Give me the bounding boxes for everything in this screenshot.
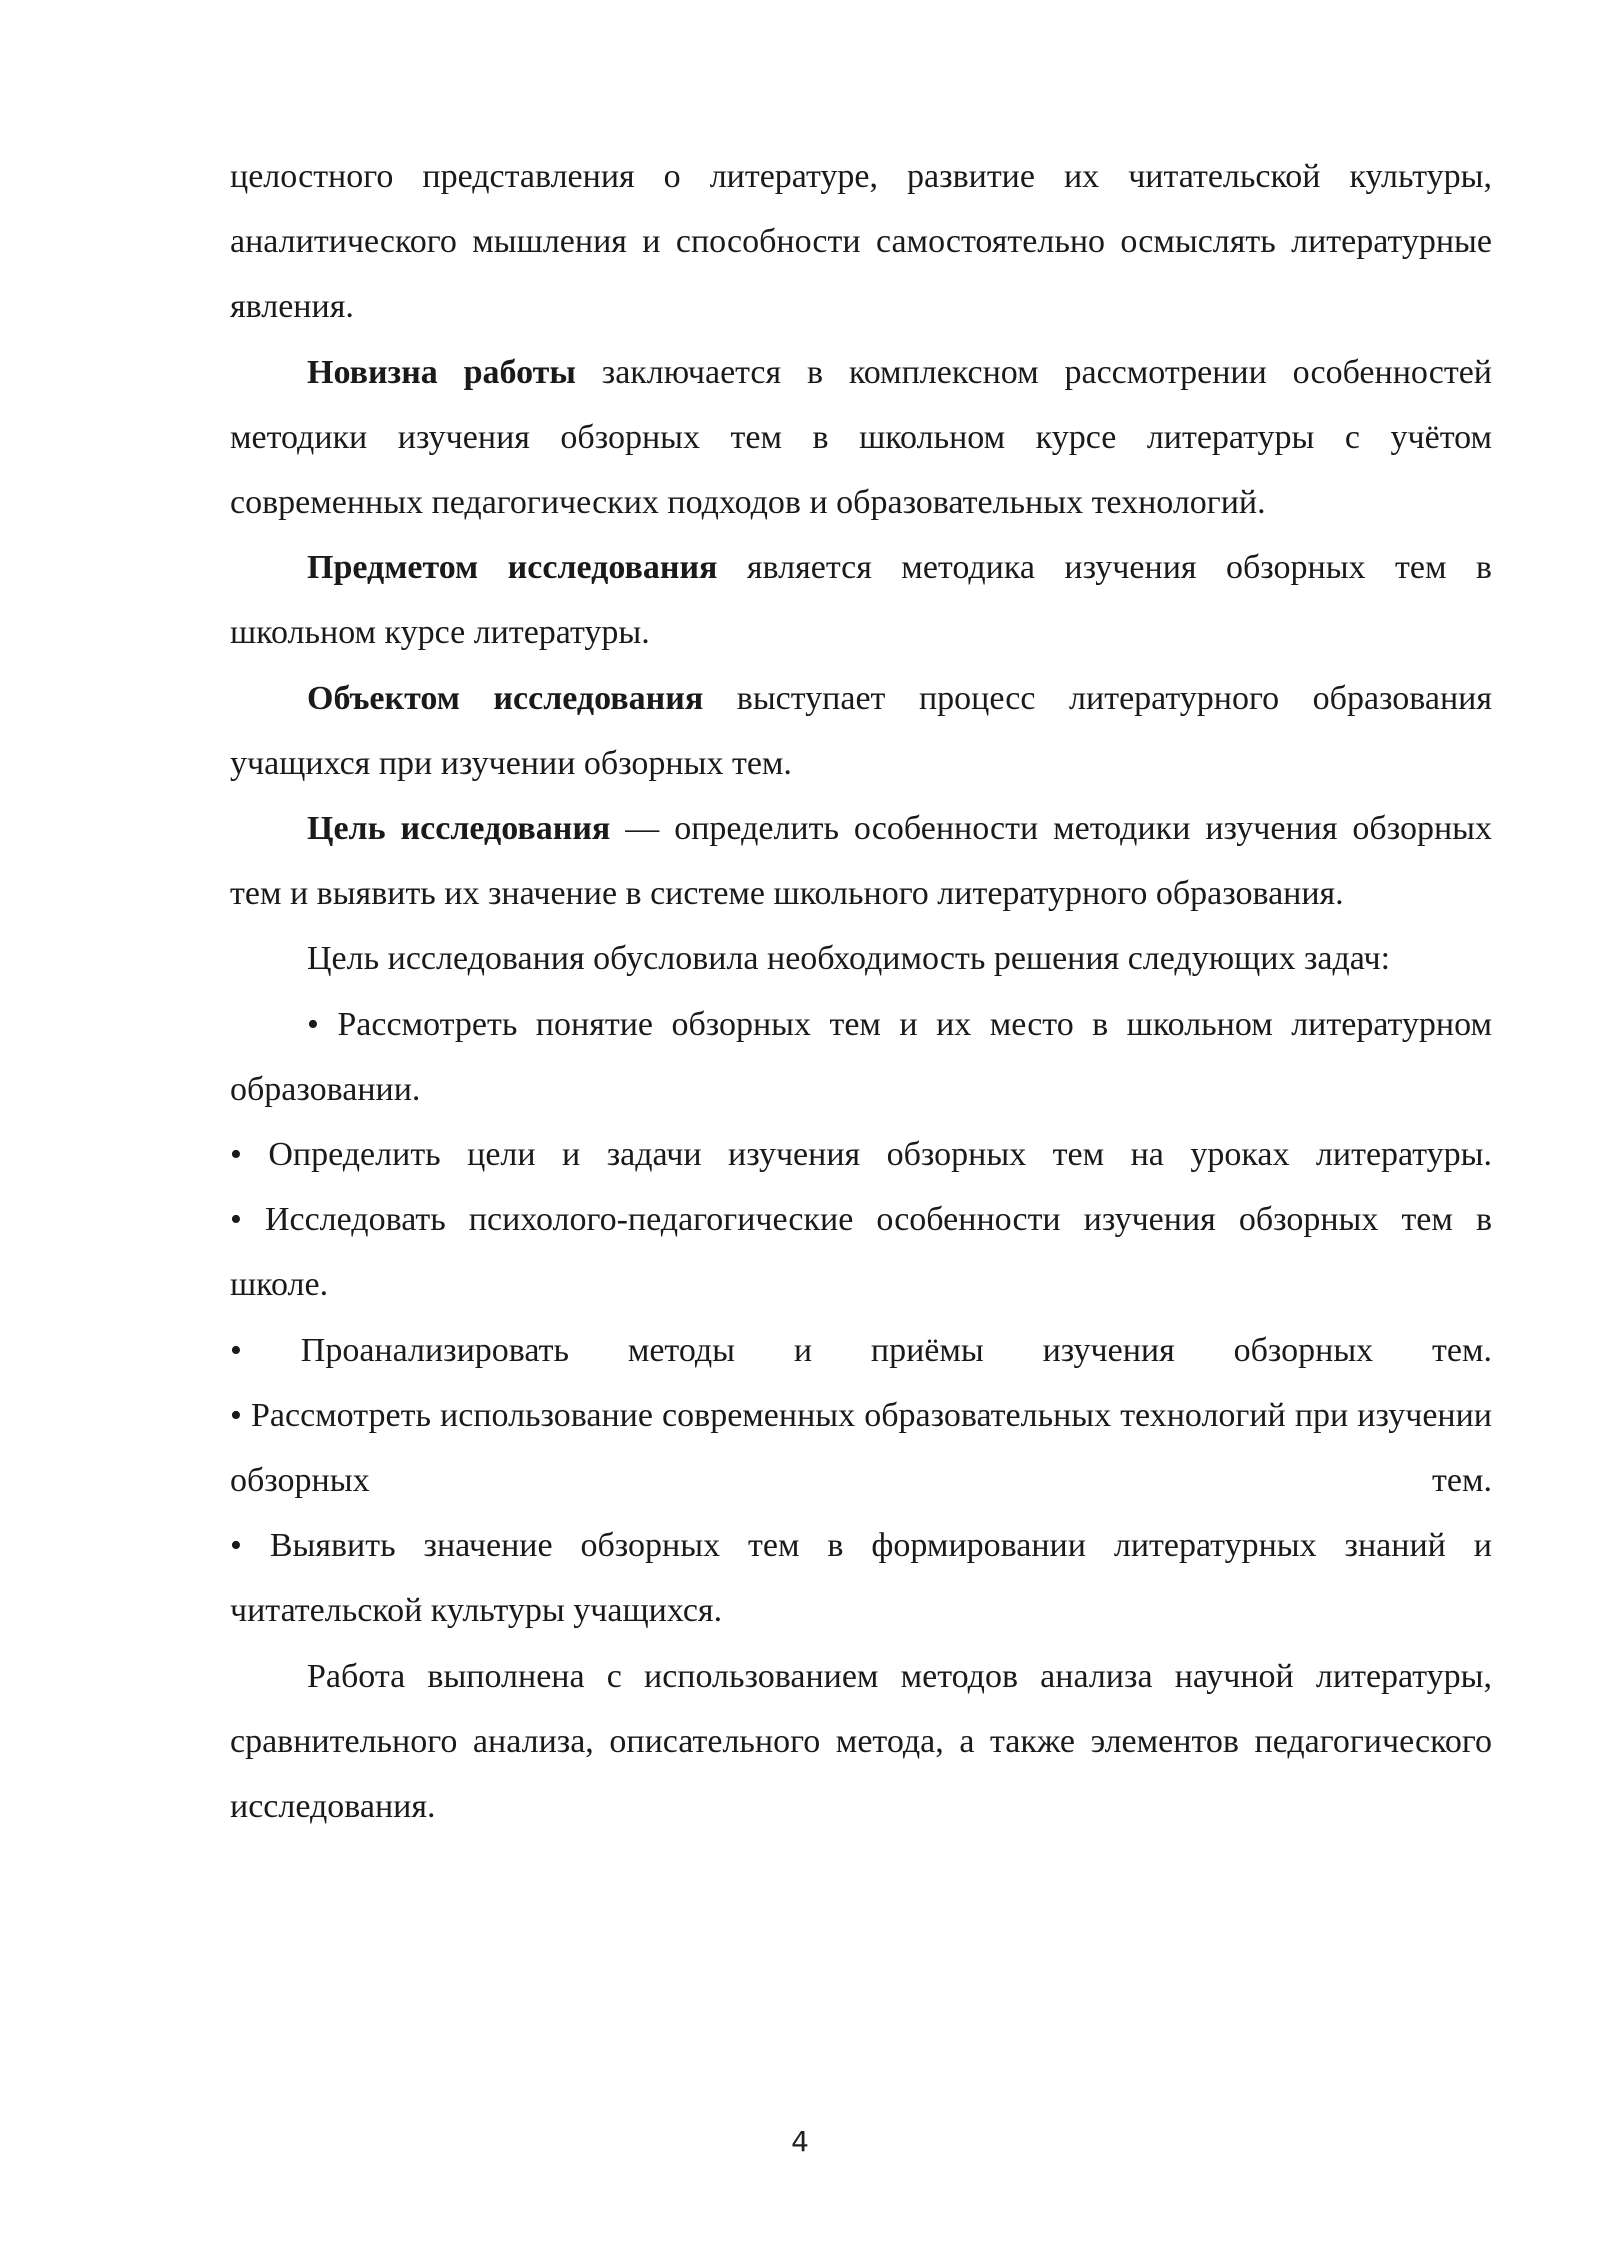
task-item-2: • Определить цели и задачи изучения обзорных тем на уроках литературы. xyxy=(230,1136,1492,1174)
object-text: выступает процесс литературного образования учащихся при изучении обзорных тем. xyxy=(230,679,1492,782)
paragraph-subject xyxy=(230,535,1492,665)
task-item-1: • Рассмотреть понятие обзорных тем и их место в школьном литературном образовании. xyxy=(230,1005,1492,1108)
paragraph-object xyxy=(230,666,1492,796)
task-item-4: • Проанализировать методы и приёмы изучения обзорных тем. xyxy=(230,1331,1492,1369)
paragraph-tasks-intro: Цель исследования обусловила необходимость решения следующих задач: xyxy=(307,940,1391,978)
document-body xyxy=(230,144,1492,1839)
novelty-text: заключается в комплексном рассмотрении особенностей методики изучения обзорных тем в школьном курсе литературы с учётом современных педагогических подходов и образовательных технологий. xyxy=(230,353,1492,522)
task-item-3: • Исследовать психолого-педагогические особенности изучения обзорных тем в школе. xyxy=(230,1201,1492,1304)
goal-heading: Цель исследования xyxy=(307,810,611,848)
novelty-heading: Новизна работы xyxy=(307,353,576,391)
paragraph-novelty xyxy=(230,340,1492,536)
subject-heading: Предметом исследования xyxy=(307,549,718,587)
object-heading: Объектом исследования xyxy=(307,679,704,717)
subject-text: является методика изучения обзорных тем в школьном курсе литературы. xyxy=(230,549,1492,652)
paragraph-intro-continuation: целостного представления о литературе, развитие их читательской культуры, аналитического мышления и способности самостоятельно осмыслять литературные явления. xyxy=(230,158,1492,326)
goal-text: — определить особенности методики изучения обзорных тем и выявить их значение в системе школьного литературного образования. xyxy=(230,810,1492,913)
page-number: 4 xyxy=(791,2125,809,2158)
paragraph-goal xyxy=(230,796,1492,926)
task-item-6: • Выявить значение обзорных тем в формировании литературных знаний и читательской культуры учащихся. xyxy=(230,1527,1492,1630)
task-item-5: • Рассмотреть использование современных образовательных технологий при изучении обзорных тем. xyxy=(230,1396,1492,1500)
paragraph-methods: Работа выполнена с использованием методов анализа научной литературы, сравнительного анализа, описательного метода, а также элементов педагогического исследования. xyxy=(230,1657,1492,1826)
